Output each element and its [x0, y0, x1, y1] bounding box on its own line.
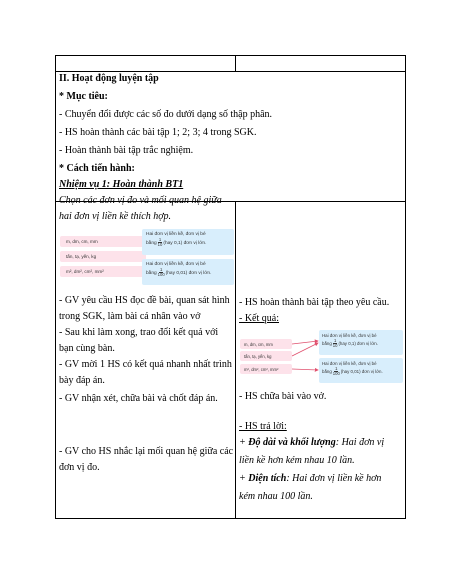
- section-title: II. Hoạt động luyện tập: [59, 73, 159, 84]
- table-col-divider: [235, 55, 236, 72]
- fraction-denominator: 10: [332, 343, 338, 349]
- task-prompt: hai đơn vị liền kề thích hợp.: [59, 211, 172, 222]
- goal-item: - HS hoàn thành các bài tập 1; 2; 3; 4 trong SGK.: [59, 127, 257, 138]
- fraction-denominator: 100: [157, 272, 165, 278]
- fraction-numerator: 1: [333, 338, 337, 343]
- goal-heading: * Mục tiêu:: [59, 91, 108, 102]
- relation-text: (hay 0,1) đơn vị lớn.: [338, 341, 378, 347]
- relation-line: [322, 367, 400, 377]
- table-left-border: [55, 55, 56, 519]
- answer-text: : Hai đơn vị: [335, 437, 385, 448]
- fraction-denominator: 100: [332, 371, 340, 377]
- teacher-step: - Sau khi làm xong, trao đổi kết quả với: [59, 327, 219, 338]
- fraction: [333, 339, 338, 349]
- answer-2-cont: kém nhau 100 lần.: [239, 491, 313, 502]
- teacher-step: - GV nhận xét, chữa bài và chốt đáp án.: [59, 393, 218, 404]
- relation-box-100: [142, 259, 234, 285]
- teacher-recall: - GV cho HS nhắc lại mối quan hệ giữa các: [59, 446, 234, 457]
- answer-prefix: +: [239, 437, 249, 448]
- answer-2: [239, 473, 381, 485]
- answer-term: Diện tích: [248, 473, 287, 484]
- unit-pill-mass: tấn, tạ, yến, kg: [240, 351, 292, 361]
- unit-pill-area: m², dm², cm², mm²: [240, 364, 292, 374]
- fraction-numerator: 1: [160, 267, 163, 272]
- fraction-numerator: 1: [158, 237, 162, 242]
- relation-text: bằng: [322, 341, 332, 347]
- method-heading: * Cách tiến hành:: [59, 163, 135, 174]
- relation-line: [146, 268, 230, 278]
- table-bottom-border: [55, 518, 406, 519]
- relation-text: Hai đơn vị liền kề, đơn vị bé: [322, 333, 377, 338]
- relation-text: bằng: [146, 241, 157, 247]
- match-arrow: [292, 369, 318, 370]
- match-arrow: [292, 343, 318, 356]
- unit-pill-mass: tấn, tạ, yến, kg: [60, 251, 146, 262]
- relation-text: (hay 0,01) đơn vị lớn.: [340, 369, 383, 375]
- relation-line: [146, 238, 230, 248]
- relation-box-10: [319, 330, 403, 355]
- relation-text: (hay 0,01) đơn vị lớn.: [165, 271, 212, 277]
- goal-item: - Hoàn thành bài tập trắc nghiệm.: [59, 145, 194, 156]
- relation-text: Hai đơn vị liền kề, đơn vị bé: [146, 262, 206, 267]
- answer-1: [239, 437, 384, 449]
- fraction: [333, 367, 340, 377]
- fraction: [158, 238, 163, 248]
- student-do: - HS hoàn thành bài tập theo yêu cầu.: [239, 297, 390, 308]
- result-label: - Kết quả:: [239, 313, 279, 324]
- fraction-numerator: 1: [335, 366, 338, 371]
- match-arrow: [292, 341, 318, 344]
- teacher-step: - GV yêu cầu HS đọc đề bài, quan sát hình: [59, 295, 230, 306]
- answer-term: Độ dài và khối lượng: [248, 437, 336, 448]
- relation-text: bằng: [146, 271, 157, 277]
- teacher-step: bạn cùng bàn.: [59, 343, 115, 354]
- relation-box-100: [319, 358, 403, 383]
- relation-text: Hai đơn vị liền kề, đơn vị bé: [146, 232, 206, 237]
- teacher-step: trong SGK, làm bài cá nhân vào vở: [59, 311, 201, 322]
- relation-box-10: [142, 229, 234, 255]
- unit-pill-length: m, dm, cm, mm: [240, 339, 292, 349]
- task-prompt: Chọn các đơn vị đo và mối quan hệ giữa: [59, 195, 222, 206]
- answer-1-cont: liền kề hơn kém nhau 10 lần.: [239, 455, 355, 466]
- unit-pill-area: m², dm², cm², mm²: [60, 266, 146, 277]
- relation-text: (hay 0,1) đơn vị lớn.: [163, 241, 207, 247]
- unit-pill-length: m, dm, cm, mm: [60, 236, 146, 247]
- table-right-border: [405, 55, 406, 519]
- goal-item: - Chuyển đổi được các số đo dưới dạng số thập phân.: [59, 109, 273, 120]
- relation-line: [322, 339, 400, 349]
- table-top-border: [55, 55, 406, 56]
- answer-prefix: +: [239, 473, 249, 484]
- table-col-divider: [235, 201, 236, 519]
- relation-text: Hai đơn vị liền kề, đơn vị bé: [322, 361, 377, 366]
- task-title: Nhiệm vụ 1: Hoàn thành BT1: [59, 179, 184, 190]
- fraction-denominator: 10: [157, 242, 163, 248]
- teacher-recall: đơn vị đo.: [59, 462, 100, 473]
- fraction: [158, 268, 165, 278]
- relation-text: bằng: [322, 369, 332, 375]
- answer-label: - HS trả lời:: [239, 421, 287, 432]
- student-fix: - HS chữa bài vào vở.: [239, 391, 327, 402]
- teacher-step: - GV mời 1 HS có kết quả nhanh nhất trình: [59, 359, 232, 370]
- teacher-step: bày đáp án.: [59, 375, 105, 386]
- answer-text: : Hai đơn vị liền kề hơn: [286, 473, 382, 484]
- table-row-divider: [55, 71, 406, 72]
